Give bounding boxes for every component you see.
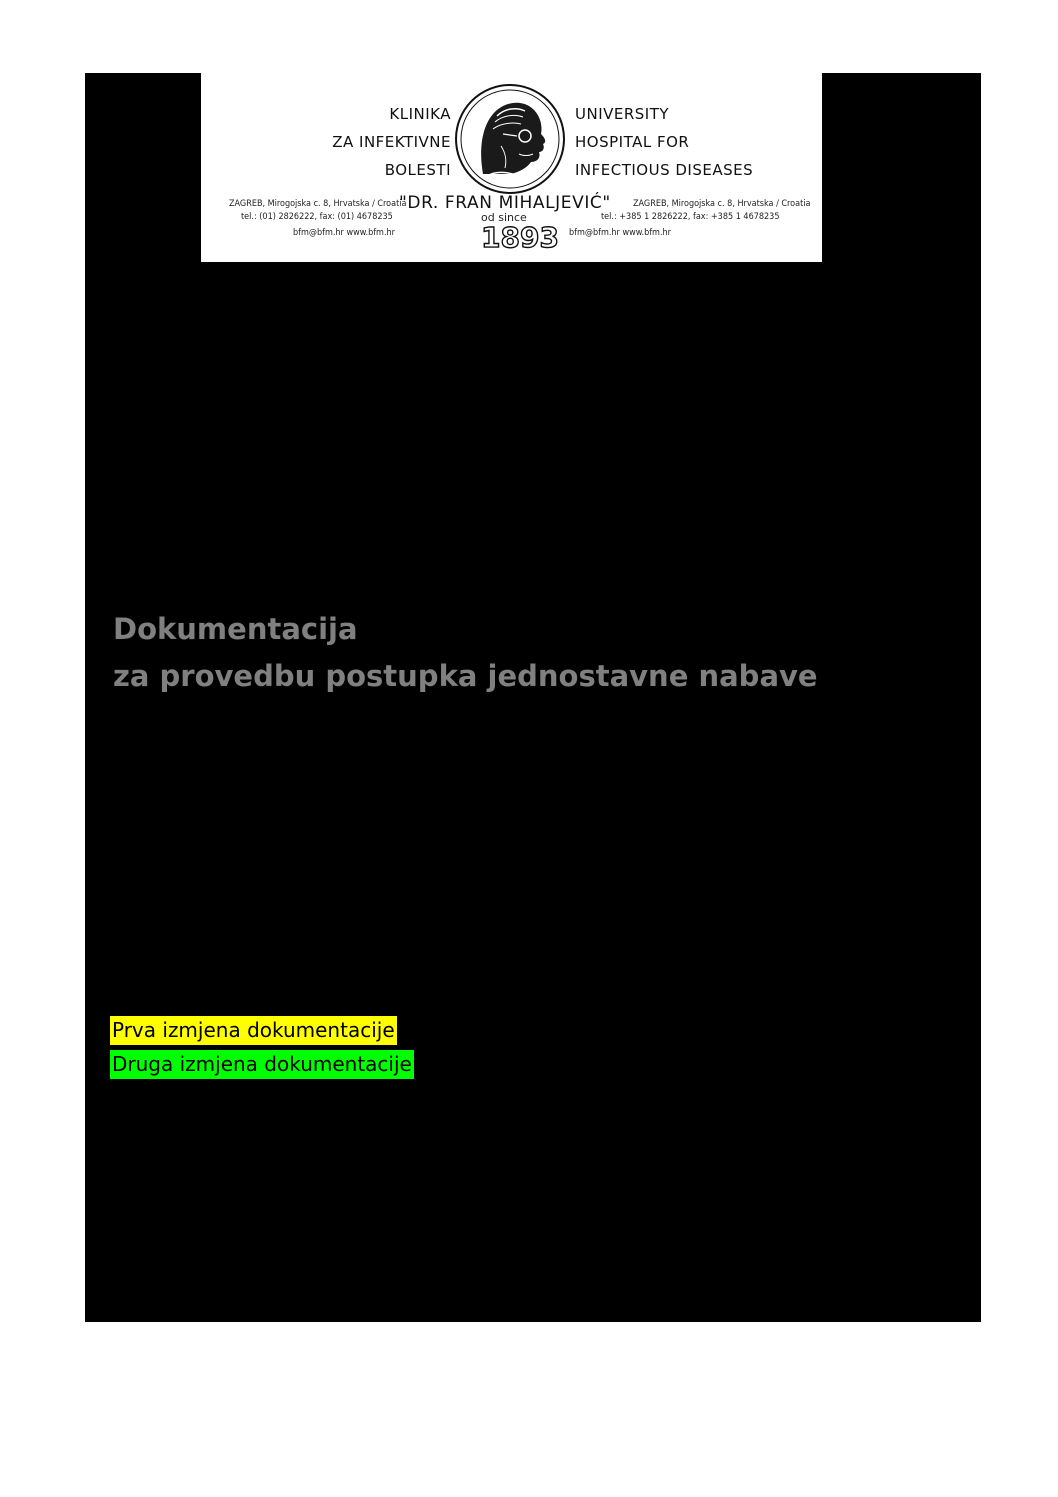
contact-left-phone: tel.: (01) 2826222, fax: (01) 4678235 xyxy=(241,212,393,222)
founding-year: 1893 xyxy=(481,221,559,254)
portrait-emblem-icon xyxy=(453,82,567,196)
contact-left-address: ZAGREB, Mirogojska c. 8, Hrvatska / Croatia xyxy=(229,199,407,209)
contact-right-address: ZAGREB, Mirogojska c. 8, Hrvatska / Croatia xyxy=(633,199,811,209)
amendment-first: Prva izmjena dokumentacije xyxy=(110,1016,397,1045)
amendment-second: Druga izmjena dokumentacije xyxy=(110,1050,414,1079)
contact-right-email: bfm@bfm.hr www.bfm.hr xyxy=(569,228,671,238)
document-subtitle: za provedbu postupka jednostavne nabave xyxy=(113,659,818,693)
logo-right-line-2: HOSPITAL FOR xyxy=(575,133,690,151)
logo-left-line-2: ZA INFEKTIVNE xyxy=(332,133,451,151)
hospital-letterhead-logo xyxy=(201,73,822,262)
contact-left-email: bfm@bfm.hr www.bfm.hr xyxy=(293,228,395,238)
logo-right-line-1: UNIVERSITY xyxy=(575,105,670,123)
document-title: Dokumentacija xyxy=(113,612,358,646)
contact-right-phone: tel.: +385 1 2826222, fax: +385 1 4678235 xyxy=(601,212,780,222)
hospital-name: "DR. FRAN MIHALJEVIĆ" xyxy=(399,193,611,213)
logo-left-line-1: KLINIKA xyxy=(389,105,451,123)
logo-left-line-3: BOLESTI xyxy=(384,161,451,179)
logo-right-line-3: INFECTIOUS DISEASES xyxy=(575,161,754,179)
since-label: od since xyxy=(481,211,527,224)
